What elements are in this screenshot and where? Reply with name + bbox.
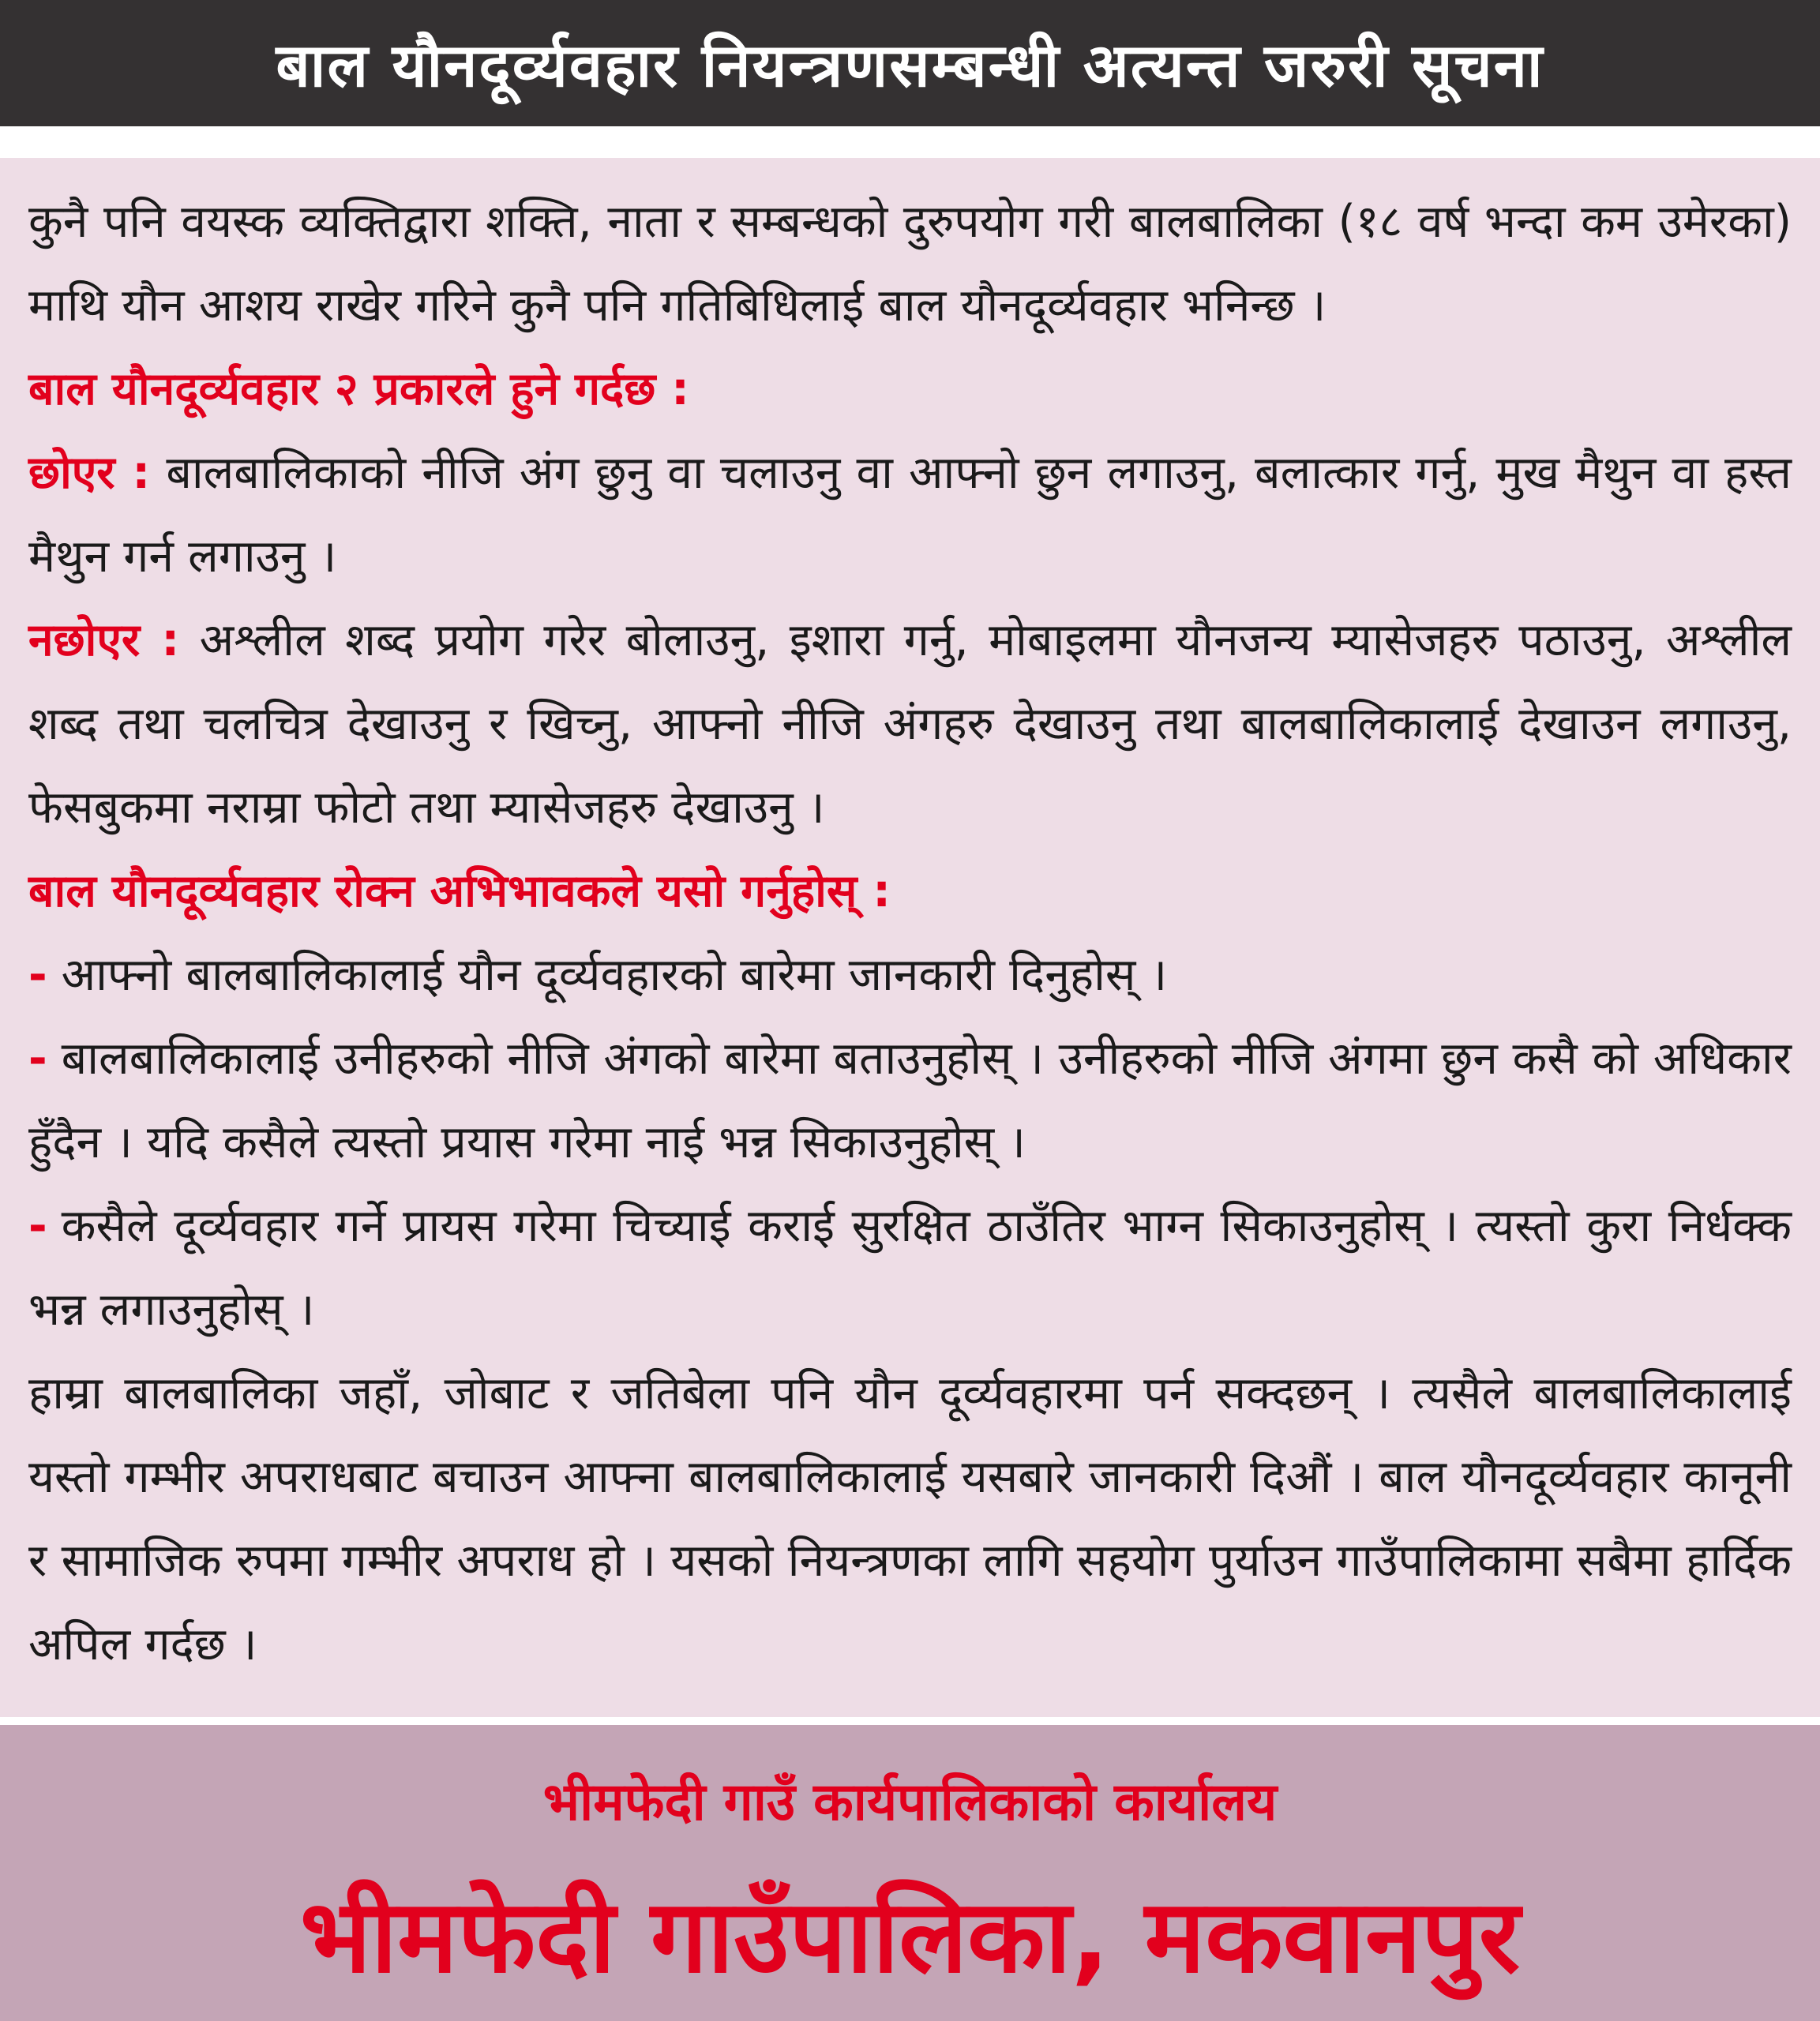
advice-item	[28, 933, 1792, 1017]
dash-marker: -	[28, 1033, 47, 1085]
advice-item	[28, 1184, 1792, 1352]
office-name: भीमफेदी गाउँ कार्यपालिकाको कार्यालय	[542, 1772, 1278, 1832]
touch-text: बालबालिकाको नीजि अंग छुनु वा चलाउनु वा आफ्नो छुन लगाउनु, बलात्कार गर्नु, मुख मैथुन वा हस्त मैथुन गर्न लगाउनु ।	[28, 447, 1792, 583]
nontouch-label: नछोएर :	[28, 614, 180, 666]
types-heading: बाल यौनदूर्व्यवहार २ प्रकारले हुने गर्दछ :	[28, 363, 689, 415]
intro-paragraph: कुनै पनि वयस्क व्यक्तिद्वारा शक्ति, नाता र सम्बन्धको दुरुपयोग गरी बालबालिका (१८ वर्ष भन्दा कम उमेरका) माथि यौन आशय राखेर गरिने कुनै पनि गतिबिधिलाई बाल यौनदूर्व्यवहार भनिन्छ ।	[28, 196, 1792, 332]
nontouch-text: अश्लील शब्द प्रयोग गरेर बोलाउनु, इशारा गर्नु, मोबाइलमा यौनजन्य म्यासेजहरु पठाउनु, अश्लील शब्द तथा चलचित्र देखाउनु र खिच्नु, आफ्नो नीजि अंगहरु देखाउनु तथा बालबालिकालाई देखाउन लगाउनु, फेसबुकमा नराम्रा फोटो तथा म्यासेजहरु देखाउनु ।	[28, 614, 1792, 834]
footer-panel	[0, 1725, 1820, 2021]
touch-label: छोएर :	[28, 447, 151, 499]
municipality-name: भीमफेदी गाउँपालिका, मकवानपुर	[299, 1878, 1521, 1996]
dash-marker: -	[28, 1200, 47, 1252]
title-bar	[0, 0, 1820, 126]
nontouch-paragraph	[28, 598, 1792, 849]
closing-paragraph: हाम्रा बालबालिका जहाँ, जोबाट र जतिबेला पनि यौन दूर्व्यवहारमा पर्न सक्दछन् । त्यसैले बालबालिकालाई यस्तो गम्भीर अपराधबाट बचाउन आफ्ना बालबालिकालाई यसबारे जानकारी दिऔं । बाल यौनदूर्व्यवहार कानूनी र सामाजिक रुपमा गम्भीर अपराध हो । यसको नियन्त्रणका लागि सहयोग पुर्याउन गाउँपालिकामा सबैमा हार्दिक अपिल गर्दछ ।	[28, 1367, 1792, 1670]
advice-text: कसैले दूर्व्यवहार गर्ने प्रायस गरेमा चिच्याई कराई सुरक्षित ठाउँतिर भाग्न सिकाउनुहोस् । त्यस्तो कुरा निर्धक्क भन्न लगाउनुहोस् ।	[28, 1200, 1792, 1336]
parents-heading: बाल यौनदूर्व्यवहार रोक्न अभिभावकले यसो गर्नुहोस् :	[28, 865, 891, 917]
touch-paragraph	[28, 431, 1792, 598]
dash-marker: -	[28, 949, 47, 1001]
advice-text: बालबालिकालाई उनीहरुको नीजि अंगको बारेमा बताउनुहोस् । उनीहरुको नीजि अंगमा छुन कसै को अधिकार हुँदैन । यदि कसैले त्यस्तो प्रयास गरेमा नाई भन्न सिकाउनुहोस् ।	[28, 1033, 1792, 1168]
advice-text: आफ्नो बालबालिकालाई यौन दूर्व्यवहारको बारेमा जानकारी दिनुहोस् ।	[61, 949, 1168, 1001]
notice-title: बाल यौनदूर्व्यवहार नियन्त्रणसम्बन्धी अत्यन्त जरुरी सूचना	[276, 29, 1544, 100]
notice-body	[0, 158, 1820, 1717]
advice-item	[28, 1017, 1792, 1184]
